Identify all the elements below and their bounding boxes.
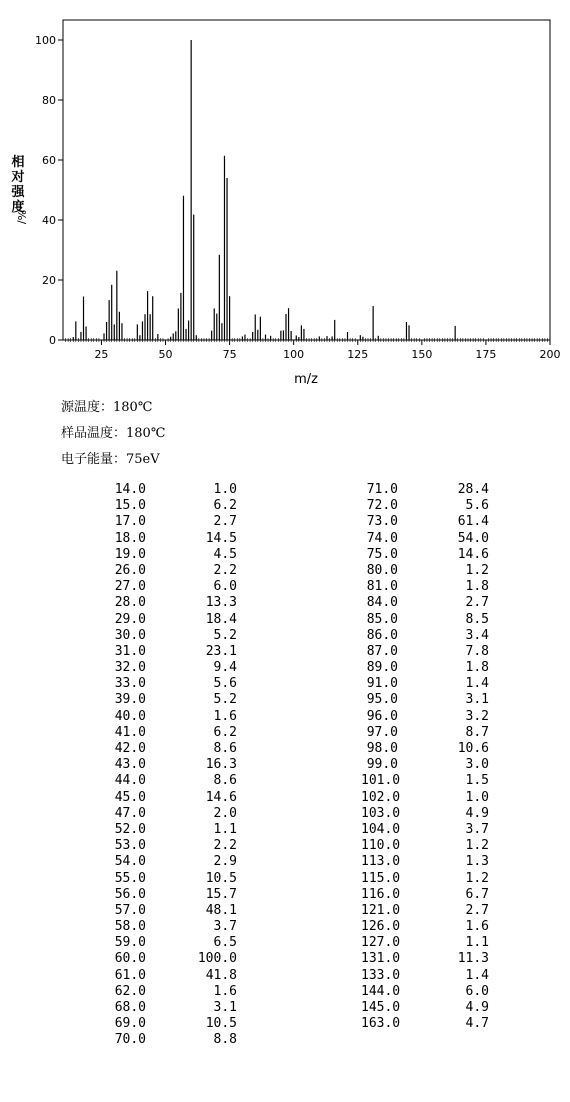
abundance-value: 8.7 [465,724,489,740]
x-tick-label: 75 [222,348,237,361]
table-row [109,1032,237,1048]
y-axis-title [10,154,28,224]
table-row [361,1000,489,1016]
mz-value: 69.0 [114,1016,146,1032]
abundance-value: 1.1 [465,935,489,951]
abundance-value: 1.8 [465,660,489,676]
table-row [109,709,237,725]
mz-value: 59.0 [114,935,146,951]
table-row [109,822,237,838]
table-row [361,595,489,611]
abundance-value: 4.9 [465,1000,489,1015]
abundance-value: 2.7 [213,514,237,530]
abundance-value: 3.7 [213,919,237,935]
abundance-value: 3.1 [213,1000,237,1015]
mz-value: 97.0 [366,724,398,740]
mz-value: 26.0 [114,562,146,578]
abundance-value: 28.4 [457,482,489,497]
y-axis-title-char: 对 [11,170,25,185]
mz-value: 58.0 [114,919,146,935]
mz-value: 53.0 [114,838,146,854]
abundance-value: 1.2 [465,562,489,578]
mz-value: 15.0 [114,498,146,514]
abundance-value: 3.4 [465,627,489,643]
table-row [361,806,489,822]
mz-value: 70.0 [114,1032,146,1048]
table-row [361,692,489,708]
mz-value: 27.0 [114,579,146,595]
table-row [109,660,237,676]
abundance-value: 100.0 [197,951,237,967]
abundance-value: 1.6 [465,919,489,935]
table-row [109,773,237,789]
mz-value: 72.0 [366,498,398,514]
spectrum-peaks [73,40,455,340]
mz-value: 60.0 [114,951,146,967]
table-row [109,871,237,887]
y-axis-title-char: 度 [11,200,25,215]
table-row [361,1016,489,1032]
mz-value: 98.0 [366,741,398,756]
table-row [361,968,489,984]
table-row [361,612,489,628]
table-row [109,806,237,822]
table-row [361,579,489,595]
table-row [361,790,489,806]
abundance-value: 6.2 [213,724,237,740]
table-row [109,482,237,498]
mz-value: 121.0 [361,902,401,918]
abundance-value: 1.6 [213,708,237,724]
abundance-value: 8.5 [465,611,489,627]
mz-value: 42.0 [114,741,146,756]
table-row [361,854,489,870]
abundance-value: 23.1 [205,643,237,659]
y-tick-label: 0 [49,334,56,347]
abundance-value: 10.5 [205,1016,237,1032]
abundance-value: 3.1 [465,692,489,708]
mz-value: 33.0 [114,676,146,692]
table-row [361,935,489,951]
abundance-value: 1.8 [465,579,489,595]
x-tick-label: 50 [158,348,173,361]
abundance-value: 14.6 [457,546,489,562]
mz-value: 17.0 [114,514,146,530]
mz-value: 144.0 [361,983,401,999]
table-row [109,838,237,854]
y-axis-unit: %/ [15,209,28,225]
mz-value: 96.0 [366,708,398,724]
abundance-value: 6.0 [213,579,237,595]
table-row [361,984,489,1000]
table-row [109,579,237,595]
x-tick-label: 200 [539,348,561,361]
table-row [109,514,237,530]
mz-value: 52.0 [114,821,146,837]
mz-value: 73.0 [366,514,398,530]
mz-value: 39.0 [114,692,146,708]
table-row [109,628,237,644]
x-tick-label: 175 [475,348,497,361]
table-row [361,676,489,692]
abundance-value: 54.0 [457,530,489,546]
table-row [361,547,489,563]
sample-temperature: 样品温度：180℃ [61,426,166,441]
y-tick-label: 100 [35,34,56,47]
abundance-value: 1.3 [465,854,489,870]
abundance-value: 7.8 [465,643,489,659]
table-row [361,757,489,773]
abundance-value: 5.2 [213,627,237,643]
mz-value: 45.0 [114,789,146,805]
table-row [109,935,237,951]
table-row [109,676,237,692]
abundance-value: 15.7 [205,886,237,902]
mz-value: 84.0 [366,595,398,611]
table-row [361,498,489,514]
abundance-value: 4.5 [213,546,237,562]
mass-spectrum-chart [0,0,570,395]
table-row [361,660,489,676]
table-row [109,951,237,967]
mz-value: 61.0 [114,967,146,983]
table-row [109,692,237,708]
abundance-value: 8.6 [213,741,237,756]
y-tick-label: 20 [42,274,56,287]
table-row [109,498,237,514]
abundance-value: 48.1 [205,902,237,918]
x-tick-label: 100 [283,348,305,361]
table-row [361,514,489,530]
mz-value: 43.0 [114,757,146,773]
abundance-value: 1.4 [465,967,489,983]
table-row [109,984,237,1000]
table-row [109,919,237,935]
mz-value: 14.0 [114,482,146,497]
table-row [109,1016,237,1032]
mz-value: 115.0 [361,870,401,886]
abundance-value: 6.0 [465,983,489,999]
table-row [109,547,237,563]
mz-value: 102.0 [361,789,401,805]
mz-value: 71.0 [366,482,398,497]
abundance-value: 2.7 [465,595,489,611]
table-row [361,919,489,935]
mz-value: 74.0 [366,530,398,546]
x-axis-title: m/z [294,372,318,387]
abundance-value: 13.3 [205,595,237,611]
abundance-value: 5.6 [213,676,237,692]
abundance-value: 1.0 [213,482,237,497]
table-row [361,741,489,757]
mz-value: 47.0 [114,805,146,821]
mz-value: 89.0 [366,660,398,676]
abundance-value: 5.2 [213,692,237,708]
mz-value: 41.0 [114,724,146,740]
mz-value: 31.0 [114,643,146,659]
table-row [109,757,237,773]
table-row [109,790,237,806]
electron-energy: 电子能量：75eV [61,452,160,467]
abundance-value: 14.5 [205,530,237,546]
table-row [109,741,237,757]
x-tick-label: 25 [94,348,109,361]
mz-value: 62.0 [114,983,146,999]
abundance-value: 8.8 [213,1032,237,1048]
mz-value: 110.0 [361,838,401,854]
mz-value: 55.0 [114,870,146,886]
mz-value: 126.0 [361,919,401,935]
mz-value: 30.0 [114,627,146,643]
mz-value: 18.0 [114,530,146,546]
abundance-value: 2.2 [213,838,237,854]
mz-value: 113.0 [361,854,401,870]
mz-value: 104.0 [361,821,401,837]
plot-frame [63,20,550,340]
abundance-value: 16.3 [205,757,237,773]
mz-value: 32.0 [114,660,146,676]
table-row [361,563,489,579]
abundance-value: 14.6 [205,789,237,805]
mz-value: 133.0 [361,967,401,983]
abundance-value: 2.2 [213,562,237,578]
abundance-value: 2.0 [213,805,237,821]
abundance-value: 4.7 [465,1016,489,1032]
x-tick-label: 150 [411,348,433,361]
x-tick-label: 125 [347,348,369,361]
table-row [109,563,237,579]
mz-value: 116.0 [361,886,401,902]
abundance-value: 1.6 [213,983,237,999]
mz-value: 40.0 [114,708,146,724]
y-axis-title-char: 强 [11,185,25,200]
mz-value: 86.0 [366,627,398,643]
y-axis [35,34,63,347]
table-row [109,968,237,984]
mz-value: 68.0 [114,1000,146,1015]
table-row [109,612,237,628]
mz-value: 56.0 [114,886,146,902]
table-row [109,595,237,611]
table-row [361,887,489,903]
table-row [361,644,489,660]
abundance-value: 6.5 [213,935,237,951]
abundance-value: 6.2 [213,498,237,514]
mz-value: 29.0 [114,611,146,627]
abundance-value: 6.7 [465,886,489,902]
abundance-value: 18.4 [205,611,237,627]
mz-value: 91.0 [366,676,398,692]
mz-value: 75.0 [366,546,398,562]
table-row [109,644,237,660]
mz-value: 131.0 [361,951,401,967]
abundance-value: 1.4 [465,676,489,692]
abundance-value: 9.4 [213,660,237,676]
mz-value: 103.0 [361,805,401,821]
abundance-value: 1.1 [213,821,237,837]
mz-value: 99.0 [366,757,398,773]
abundance-value: 11.3 [457,951,489,967]
abundance-value: 2.9 [213,854,237,870]
table-row [109,903,237,919]
table-row [361,871,489,887]
mz-value: 57.0 [114,902,146,918]
x-axis [66,338,561,361]
table-row [361,725,489,741]
source-temperature: 源温度：180℃ [61,400,153,415]
mz-value: 163.0 [361,1016,401,1032]
abundance-value: 4.9 [465,805,489,821]
mz-value: 54.0 [114,854,146,870]
y-axis-title-char: 相 [11,155,25,170]
peak-table-left [109,482,237,1049]
table-row [361,773,489,789]
abundance-value: 10.6 [457,741,489,756]
table-row [361,628,489,644]
table-row [361,531,489,547]
mz-value: 101.0 [361,773,401,789]
table-row [361,838,489,854]
peak-table-right [361,482,489,1032]
table-row [109,854,237,870]
abundance-value: 10.5 [205,870,237,886]
table-row [109,1000,237,1016]
mz-value: 87.0 [366,643,398,659]
y-tick-label: 40 [42,214,56,227]
table-row [361,822,489,838]
mz-value: 19.0 [114,546,146,562]
abundance-value: 1.2 [465,870,489,886]
abundance-value: 1.0 [465,789,489,805]
mz-value: 28.0 [114,595,146,611]
abundance-value: 8.6 [213,773,237,789]
abundance-value: 41.8 [205,967,237,983]
abundance-value: 3.2 [465,708,489,724]
table-row [361,482,489,498]
table-row [109,887,237,903]
table-row [109,725,237,741]
abundance-value: 3.0 [465,757,489,773]
table-row [361,903,489,919]
mz-value: 95.0 [366,692,398,708]
mz-value: 80.0 [366,562,398,578]
abundance-value: 5.6 [465,498,489,514]
abundance-value: 61.4 [457,514,489,530]
mz-value: 145.0 [361,1000,401,1015]
mz-value: 85.0 [366,611,398,627]
table-row [361,951,489,967]
abundance-value: 3.7 [465,821,489,837]
mz-value: 81.0 [366,579,398,595]
abundance-value: 1.5 [465,773,489,789]
abundance-value: 2.7 [465,902,489,918]
table-row [109,531,237,547]
mz-value: 127.0 [361,935,401,951]
table-row [361,709,489,725]
abundance-value: 1.2 [465,838,489,854]
y-tick-label: 60 [42,154,56,167]
mz-value: 44.0 [114,773,146,789]
y-tick-label: 80 [42,94,56,107]
